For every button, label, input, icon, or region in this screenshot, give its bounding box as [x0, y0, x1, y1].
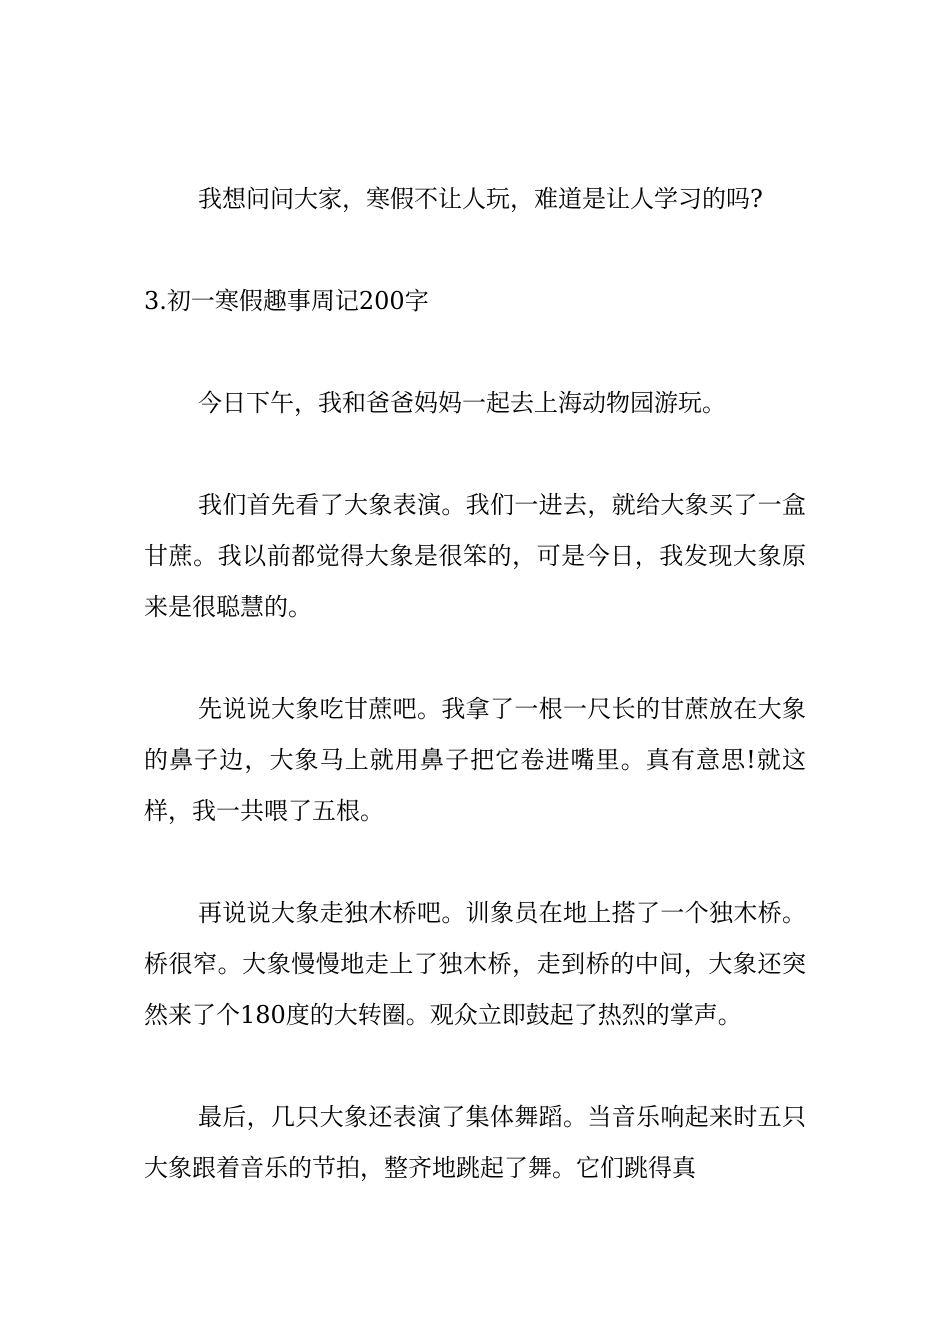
- document-body: [144, 174, 806, 1194]
- paragraph-sugarcane: 先说说大象吃甘蔗吧。我拿了一根一尺长的甘蔗放在大象的鼻子边，大象马上就用鼻子把它卷进嘴里。真有意思!就这样，我一共喂了五根。: [144, 695, 806, 825]
- paragraph-bridge: 再说说大象走独木桥吧。训象员在地上搭了一个独木桥。桥很窄。大象慢慢地走上了独木桥，走到桥的中间，大象还突然来了个180度的大转圈。观众立即鼓起了热烈的掌声。: [144, 899, 806, 1029]
- paragraph-elephant-show: 我们首先看了大象表演。我们一进去，就给大象买了一盒甘蔗。我以前都觉得大象是很笨的，可是今日，我发现大象原来是很聪慧的。: [144, 491, 806, 621]
- paragraph-intro: 今日下午，我和爸爸妈妈一起去上海动物园游玩。: [198, 389, 726, 417]
- section-heading: 3.初一寒假趣事周记200字: [144, 287, 429, 315]
- paragraph-question: 我想问问大家，寒假不让人玩，难道是让人学习的吗?: [198, 185, 763, 213]
- paragraph-dance: 最后，几只大象还表演了集体舞蹈。当音乐响起来时五只大象跟着音乐的节拍，整齐地跳起了舞。它们跳得真: [144, 1103, 806, 1182]
